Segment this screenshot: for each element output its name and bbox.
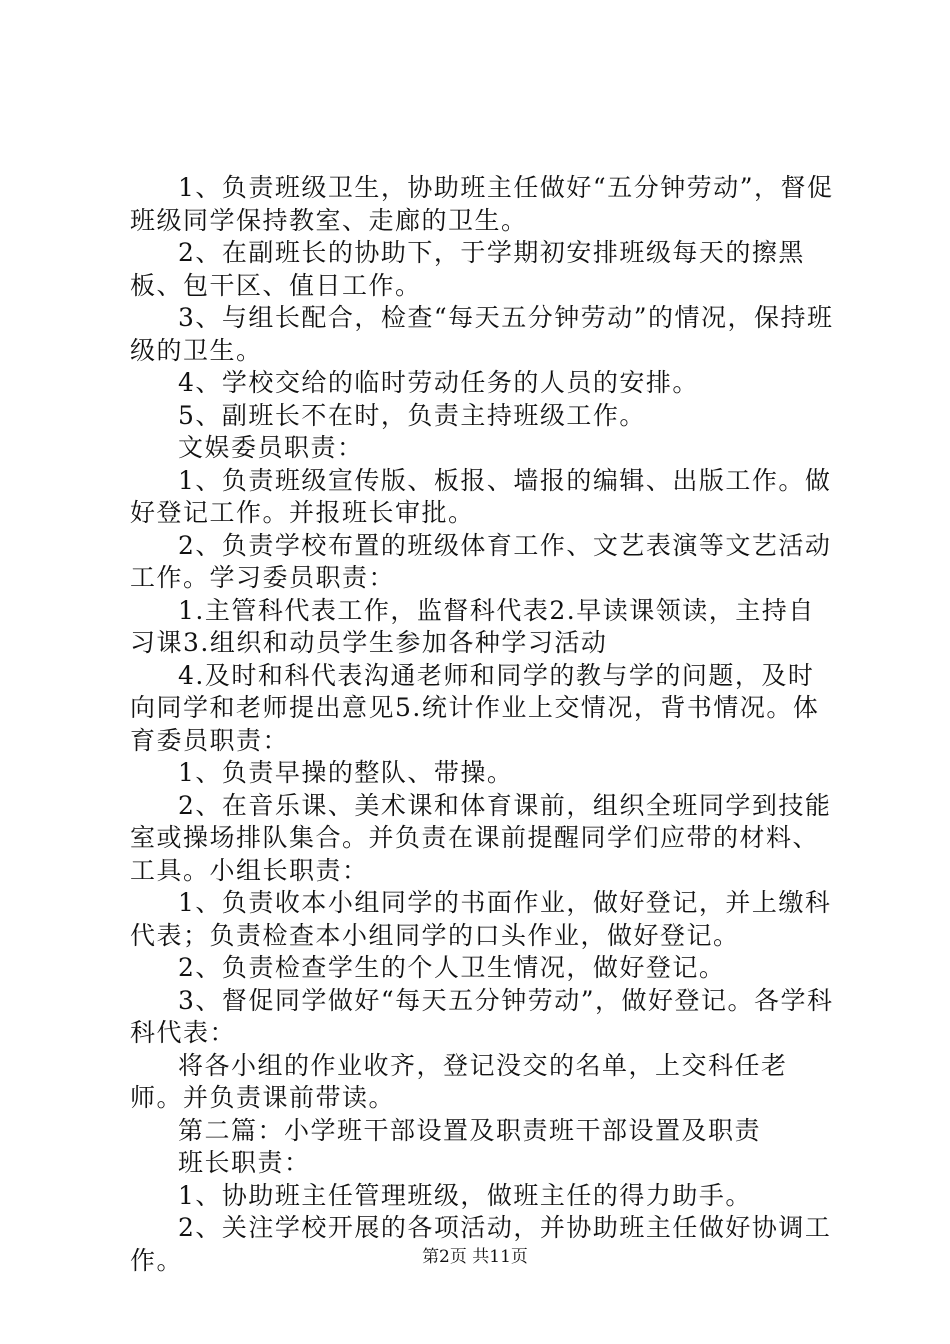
paragraph: 将各小组的作业收齐，登记没交的名单，上交科任老师。并负责课前带读。 — [130, 1050, 788, 1112]
paragraph: 2、在副班长的协助下，于学期初安排班级每天的擦黑板、包干区、值日工作。 — [130, 238, 805, 300]
paragraph: 1.主管科代表工作，监督科代表2.早读课领读，主持自习课3.组织和动员学生参加各种学习活动 — [130, 595, 815, 657]
paragraph: 1、负责班级卫生，协助班主任做好“五分钟劳动”，督促班级同学保持教室、走廊的卫生。 — [130, 173, 834, 235]
section-heading: 班长职责： — [178, 1148, 311, 1177]
section-heading: 文娱委员职责： — [178, 433, 364, 462]
paragraph: 2、在音乐课、美术课和体育课前，组织全班同学到技能室或操场排队集合。并负责在课前提醒同学们应带的材料、工具。小组长职责： — [130, 790, 832, 885]
paragraph: 1、负责班级宣传版、板报、墙报的编辑、出版工作。做好登记工作。并报班长审批。 — [130, 465, 832, 527]
paragraph: 4.及时和科代表沟通老师和同学的教与学的问题，及时向同学和老师提出意见5.统计作业上交情况，背书情况。体育委员职责： — [130, 660, 820, 755]
paragraph: 3、与组长配合，检查“每天五分钟劳动”的情况，保持班级的卫生。 — [130, 303, 834, 365]
paragraph: 1、协助班主任管理班级，做班主任的得力助手。 — [178, 1180, 752, 1210]
paragraph: 1、负责收本小组同学的书面作业，做好登记，并上缴科代表；负责检查本小组同学的口头作业，做好登记。 — [130, 888, 832, 950]
paragraph: 2、负责学校布置的班级体育工作、文艺表演等文艺活动工作。学习委员职责： — [130, 530, 832, 592]
paragraph: 2、关注学校开展的各项活动，并协助班主任做好协调工作。 — [130, 1213, 832, 1275]
document-body — [130, 172, 840, 1277]
section-title: 第二篇：小学班干部设置及职责班干部设置及职责 — [178, 1115, 762, 1145]
paragraph: 2、负责检查学生的个人卫生情况，做好登记。 — [178, 953, 726, 982]
paragraph: 1、负责早操的整队、带操。 — [178, 758, 514, 787]
page-number-footer: 第2页 共11页 — [422, 1247, 528, 1267]
paragraph: 4、学校交给的临时劳动任务的人员的安排。 — [178, 368, 699, 397]
paragraph: 5、副班长不在时，负责主持班级工作。 — [178, 400, 646, 430]
paragraph: 3、督促同学做好“每天五分钟劳动”，做好登记。各学科科代表： — [130, 985, 834, 1047]
